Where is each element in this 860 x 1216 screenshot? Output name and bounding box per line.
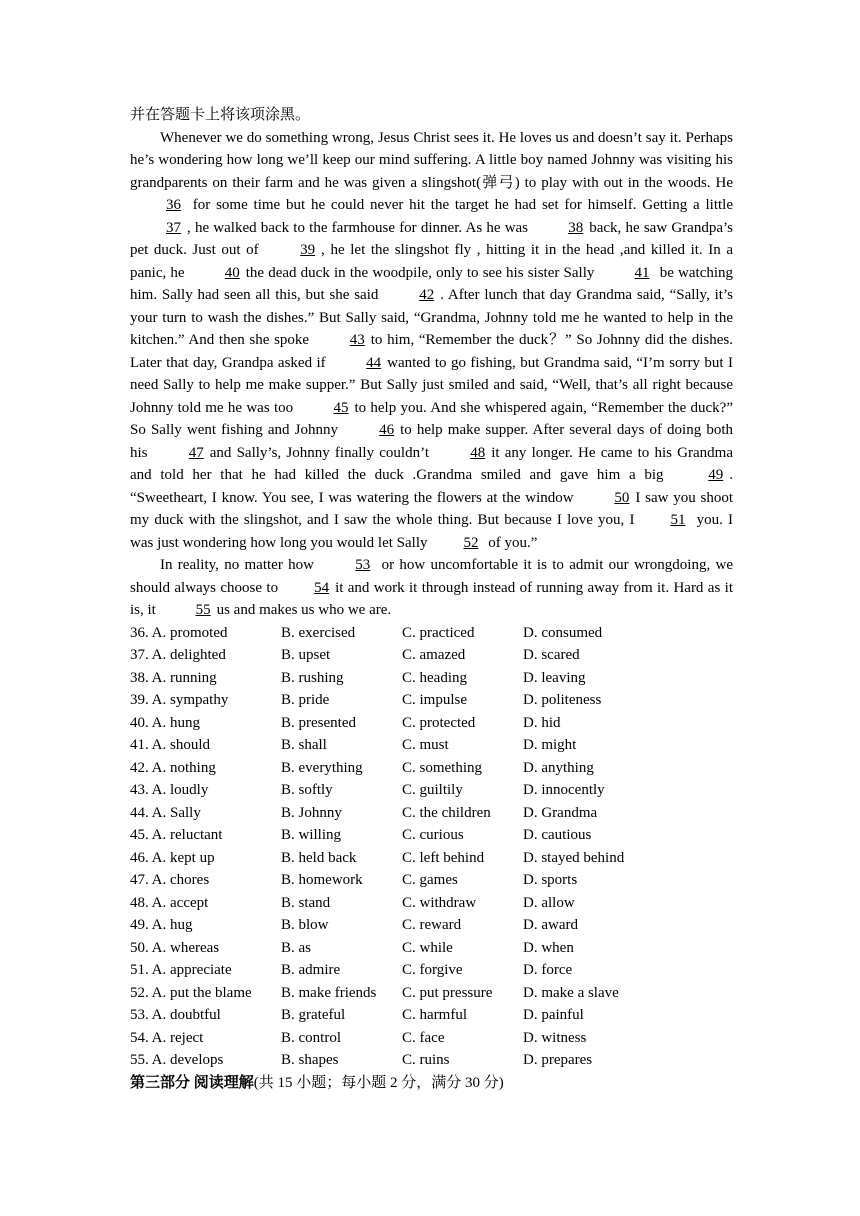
option-a: 46. A. kept up: [130, 849, 215, 866]
blank-37: 37: [166, 219, 181, 236]
blank-42: 42: [419, 287, 435, 303]
passage-text: I saw you shoot my duck with the slingshot, and I saw the whole thing. But because I love you, I: [130, 489, 733, 528]
exam-page: [130, 104, 733, 1094]
option-row: [130, 757, 733, 780]
passage-text: , he walked back to the farmhouse for dinner. As he was: [187, 219, 533, 236]
section-heading: [130, 1072, 733, 1095]
blank-38: 38: [568, 219, 584, 236]
option-c: C. while: [402, 939, 453, 956]
option-c: C. left behind: [402, 849, 485, 866]
option-row: [130, 734, 733, 757]
passage-text: us and makes us who we are.: [216, 602, 392, 618]
option-c: C. reward: [402, 917, 462, 933]
passage-text: and Sally’s, Johnny finally couldn’t: [209, 444, 435, 461]
passage-text: be watching him. Sally had seen all this, but she said: [130, 264, 734, 303]
option-c: C. impulse: [402, 692, 468, 708]
option-d: D. allow: [523, 894, 575, 911]
option-d: D. leaving: [523, 669, 586, 686]
option-d: D. Grandma: [523, 804, 598, 821]
blank-53: 53: [355, 557, 371, 573]
option-b: B. blow: [281, 917, 329, 933]
blank-47: 47: [188, 444, 204, 461]
option-d: D. award: [523, 917, 578, 933]
option-row: [130, 982, 733, 1005]
option-c: C. games: [402, 872, 458, 888]
option-a: 39. A. sympathy: [130, 692, 229, 708]
passage-text: to help you. And she whispered again, “Remember the duck?” So Sally went fishing and Johnny: [130, 399, 733, 438]
option-row: [130, 959, 733, 982]
blank-49: 49: [708, 467, 724, 483]
option-d: D. force: [523, 962, 573, 978]
option-d: D. stayed behind: [523, 849, 625, 866]
passage-text: to help make supper. After several days of doing both his: [130, 422, 733, 461]
passage-text: In reality, no matter how: [160, 557, 320, 573]
option-c: C. practiced: [402, 624, 475, 641]
passage-text: to him, “Remember the duck？” So Johnny did the dishes. Later that day, Grandpa asked if: [130, 332, 733, 371]
option-c: C. harmful: [402, 1007, 467, 1023]
option-c: C. ruins: [402, 1052, 450, 1068]
option-c: C. guiltily: [402, 782, 463, 798]
instruction-line: 并在答题卡上将该项涂黑。: [130, 107, 311, 123]
option-row: [130, 892, 733, 915]
option-b: B. softly: [281, 782, 333, 798]
option-row: [130, 802, 733, 825]
blank-45: 45: [333, 399, 349, 416]
blank-39: 39: [300, 242, 316, 258]
option-d: D. politeness: [523, 692, 602, 708]
option-row: [130, 1049, 733, 1072]
option-d: D. sports: [523, 872, 578, 888]
option-d: D. cautious: [523, 827, 592, 843]
option-b: B. exercised: [281, 624, 356, 641]
option-b: B. held back: [281, 849, 357, 866]
option-c: C. forgive: [402, 962, 463, 978]
option-a: 52. A. put the blame: [130, 984, 252, 1001]
option-b: B. pride: [281, 692, 330, 708]
option-b: B. make friends: [281, 984, 377, 1001]
section-title: 第三部分 阅读理解: [130, 1074, 254, 1091]
option-b: B. presented: [281, 714, 356, 731]
passage-paragraph-2: [130, 554, 733, 622]
option-d: D. when: [523, 939, 574, 956]
option-row: [130, 1027, 733, 1050]
blank-43: 43: [349, 332, 365, 348]
option-a: 43. A. loudly: [130, 782, 209, 798]
option-row: [130, 824, 733, 847]
passage-text: the dead duck in the woodpile, only to see his sister Sally: [245, 264, 599, 281]
blank-52: 52: [463, 534, 479, 551]
option-a: 49. A. hug: [130, 917, 193, 933]
blank-51: 51: [670, 512, 686, 528]
option-c: C. curious: [402, 827, 464, 843]
passage-text: it and work it through instead of running away from it. Hard as it is, it: [130, 579, 733, 618]
option-c: C. amazed: [402, 647, 466, 663]
option-c: C. the children: [402, 804, 491, 821]
blank-36: 36: [166, 197, 181, 213]
option-row: [130, 869, 733, 892]
blank-40: 40: [224, 264, 240, 281]
option-row: [130, 689, 733, 712]
option-b: B. admire: [281, 962, 341, 978]
option-b: B. stand: [281, 894, 331, 911]
passage-text: . After lunch that day Grandma said, “Sally, it’s your turn to wash the dishes.” But Sally said, “Grandma, Johnny told me he wanted to help in the kitchen.” And then she spoke: [130, 287, 733, 348]
passage-text: for some time but he could never hit the target he had set for himself. Getting a little: [187, 197, 733, 213]
option-d: D. hid: [523, 714, 561, 731]
section-subtitle: (共 15 小题；每小题 2 分，满分 30 分): [253, 1074, 504, 1091]
option-row: [130, 914, 733, 937]
option-d: D. innocently: [523, 782, 605, 798]
option-d: D. make a slave: [523, 984, 619, 1001]
option-row: [130, 779, 733, 802]
option-d: D. painful: [523, 1007, 584, 1023]
option-c: C. heading: [402, 669, 467, 686]
blank-50: 50: [614, 489, 630, 506]
option-a: 36. A. promoted: [130, 624, 228, 641]
option-b: B. as: [281, 939, 311, 956]
option-b: B. homework: [281, 872, 363, 888]
passage-text: or how uncomfortable it is to admit our wrongdoing, we should always choose to: [130, 557, 733, 596]
blank-48: 48: [470, 444, 486, 461]
options-list: [130, 622, 733, 1072]
option-c: C. put pressure: [402, 984, 493, 1001]
blank-55: 55: [195, 602, 211, 618]
option-b: B. control: [281, 1029, 341, 1046]
option-b: B. willing: [281, 827, 342, 843]
option-b: B. upset: [281, 647, 331, 663]
option-c: C. something: [402, 759, 483, 776]
blank-44: 44: [366, 354, 382, 371]
blank-41: 41: [634, 264, 650, 281]
option-b: B. shall: [281, 737, 327, 753]
passage-text: you. I was just wondering how long you would let Sally: [130, 512, 734, 551]
option-a: 45. A. reluctant: [130, 827, 223, 843]
blank-46: 46: [379, 422, 395, 438]
option-d: D. consumed: [523, 624, 603, 641]
option-a: 38. A. running: [130, 669, 217, 686]
option-d: D. anything: [523, 759, 594, 776]
option-a: 48. A. accept: [130, 894, 209, 911]
option-a: 55. A. develops: [130, 1052, 224, 1068]
passage-paragraph-1: [130, 127, 733, 555]
option-b: B. everything: [281, 759, 363, 776]
option-a: 41. A. should: [130, 737, 211, 753]
option-c: C. protected: [402, 714, 476, 731]
option-a: 37. A. delighted: [130, 647, 226, 663]
passage-text: it any longer. He came to his Grandma and told her that he had killed the duck .Grandma smiled and gave him a big: [130, 444, 733, 483]
option-a: 54. A. reject: [130, 1029, 204, 1046]
option-row: [130, 937, 733, 960]
option-row: [130, 1004, 733, 1027]
option-row: [130, 667, 733, 690]
option-a: 47. A. chores: [130, 872, 210, 888]
passage-text: Whenever we do something wrong, Jesus Christ sees it. He loves us and doesn’t say it. Perhaps he’s wondering how long we’ll keep our mind suffering. A little boy named Johnny was visiting his grandparents on their farm and he was given a slingshot(弹弓) to play with out in the woods. He: [130, 129, 733, 191]
option-a: 40. A. hung: [130, 714, 201, 731]
option-b: B. grateful: [281, 1007, 346, 1023]
passage-text: back, he saw Grandpa’s pet duck. Just out of: [130, 219, 733, 258]
option-row: [130, 847, 733, 870]
option-d: D. witness: [523, 1029, 587, 1046]
option-a: 51. A. appreciate: [130, 962, 232, 978]
blank-54: 54: [314, 579, 330, 596]
passage-text: , he let the slingshot fly , hitting it in the head ,and killed it. In a panic, he: [130, 242, 733, 281]
option-d: D. scared: [523, 647, 580, 663]
option-a: 44. A. Sally: [130, 804, 201, 821]
option-c: C. must: [402, 737, 449, 753]
option-d: D. might: [523, 737, 577, 753]
option-row: [130, 712, 733, 735]
option-a: 50. A. whereas: [130, 939, 220, 956]
option-a: 42. A. nothing: [130, 759, 216, 776]
option-b: B. shapes: [281, 1052, 339, 1068]
passage-text: . “Sweetheart, I know. You see, I was watering the flowers at the window: [130, 467, 733, 506]
option-a: 53. A. doubtful: [130, 1007, 221, 1023]
option-c: C. face: [402, 1029, 445, 1046]
option-c: C. withdraw: [402, 894, 477, 911]
option-b: B. rushing: [281, 669, 344, 686]
option-d: D. prepares: [523, 1052, 593, 1068]
passage-text: wanted to go fishing, but Grandma said, “I’m sorry but I need Sally to help me make supper.” But Sally just smiled and said, “Well, that’s all right because Johnny told me he was too: [130, 354, 733, 416]
option-row: [130, 644, 733, 667]
passage-text: of you.”: [484, 534, 538, 551]
option-row: [130, 622, 733, 645]
option-b: B. Johnny: [281, 804, 342, 821]
